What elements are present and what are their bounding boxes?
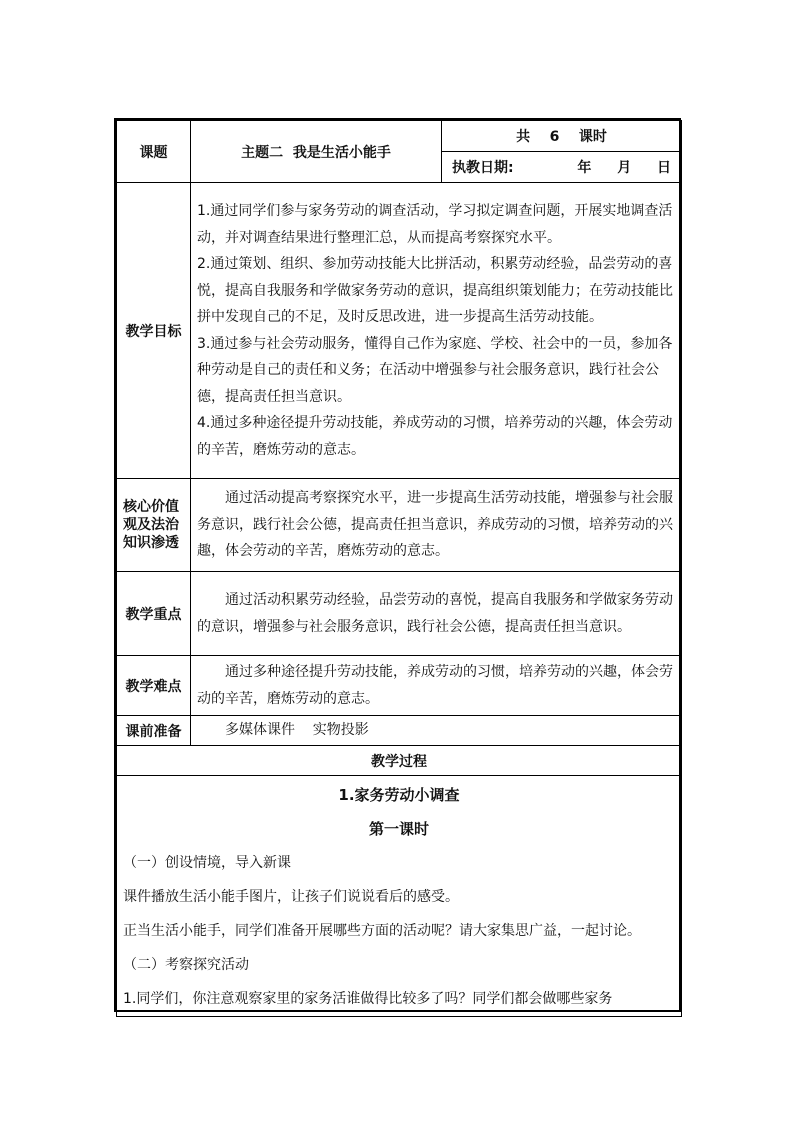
- hours-count: 共 6 课时: [442, 121, 682, 152]
- lesson-title: 第一课时: [368, 820, 429, 838]
- goals-content: [191, 183, 682, 479]
- key-points-label: 教学重点: [117, 572, 191, 656]
- process-line: 1.同学们，你注意观察家里的家务活谁做得比较多了吗？同学们都会做哪些家务: [123, 991, 613, 1007]
- date-label: 执教日期:: [452, 160, 514, 176]
- prep-label: 课前准备: [117, 716, 191, 746]
- date-year: 年: [577, 160, 592, 176]
- goals-label: 教学目标: [117, 183, 191, 479]
- lesson-plan-table: [114, 118, 681, 1012]
- core-values-label: 核心价值观及法治知识渗透: [117, 479, 191, 572]
- difficulties-text: 通过多种途径提升劳动技能，养成劳动的习惯，培养劳动的兴趣，体会劳动的辛苦，磨炼劳动的意志。: [197, 664, 673, 707]
- prep-content: [191, 716, 682, 746]
- process-line: 正当生活小能手，同学们准备开展哪些方面的活动呢？请大家集思广益，一起讨论。: [123, 923, 641, 939]
- date-day: 日: [657, 160, 671, 176]
- goal-item: 2.通过策划、组织、参加劳动技能大比拼活动，积累劳动经验，品尝劳动的喜悦，提高自我服务和学做家务劳动的意识，提高组织策划能力；在劳动技能比拼中发现自己的不足，及时反思改进，进一步提高生活劳动技能。: [197, 256, 673, 325]
- core-values-text: 通过活动提高考察探究水平，进一步提高生活劳动技能，增强参与社会服务意识，践行社会公德，提高责任担当意识，养成劳动的习惯，培养劳动的兴趣，体会劳动的辛苦，磨炼劳动的意志。: [197, 490, 673, 560]
- goal-item: 3.通过参与社会劳动服务，懂得自己作为家庭、学校、社会中的一员，参加各种劳动是自己的责任和义务；在活动中增强参与社会服务意识，践行社会公德，提高责任担当意识。: [197, 335, 673, 405]
- section-title: 1.家务劳动小调查: [338, 786, 460, 804]
- key-points-content: [191, 572, 682, 656]
- topic-title: 主题二 我是生活小能手: [191, 121, 442, 183]
- process-line: 课件播放生活小能手图片，让孩子们说说看后的感受。: [123, 889, 459, 905]
- goal-item: 4.通过多种途径提升劳动技能，养成劳动的习惯，培养劳动的兴趣，体会劳动的辛苦，磨炼劳动的意志。: [197, 415, 673, 458]
- difficulties-label: 教学难点: [117, 656, 191, 716]
- goal-item: 1.通过同学们参与家务劳动的调查活动，学习拟定调查问题，开展实地调查活动，并对调查结果进行整理汇总，从而提高考察探究水平。: [197, 203, 673, 246]
- date-month: 月: [617, 160, 632, 176]
- prep-text: 多媒体课件 实物投影: [225, 722, 369, 739]
- teaching-date: [442, 152, 682, 183]
- process-heading: 教学过程: [117, 746, 682, 776]
- key-points-text: 通过活动积累劳动经验，品尝劳动的喜悦，提高自我服务和学做家务劳动的意识，增强参与社会服务意识，践行社会公德，提高责任担当意识。: [197, 592, 673, 635]
- process-line: （一）创设情境，导入新课: [123, 855, 291, 871]
- difficulties-content: [191, 656, 682, 716]
- topic-label: 课题: [117, 121, 191, 183]
- core-values-content: [191, 479, 682, 572]
- process-line: （二）考察探究活动: [123, 957, 249, 973]
- process-content: [117, 776, 682, 1017]
